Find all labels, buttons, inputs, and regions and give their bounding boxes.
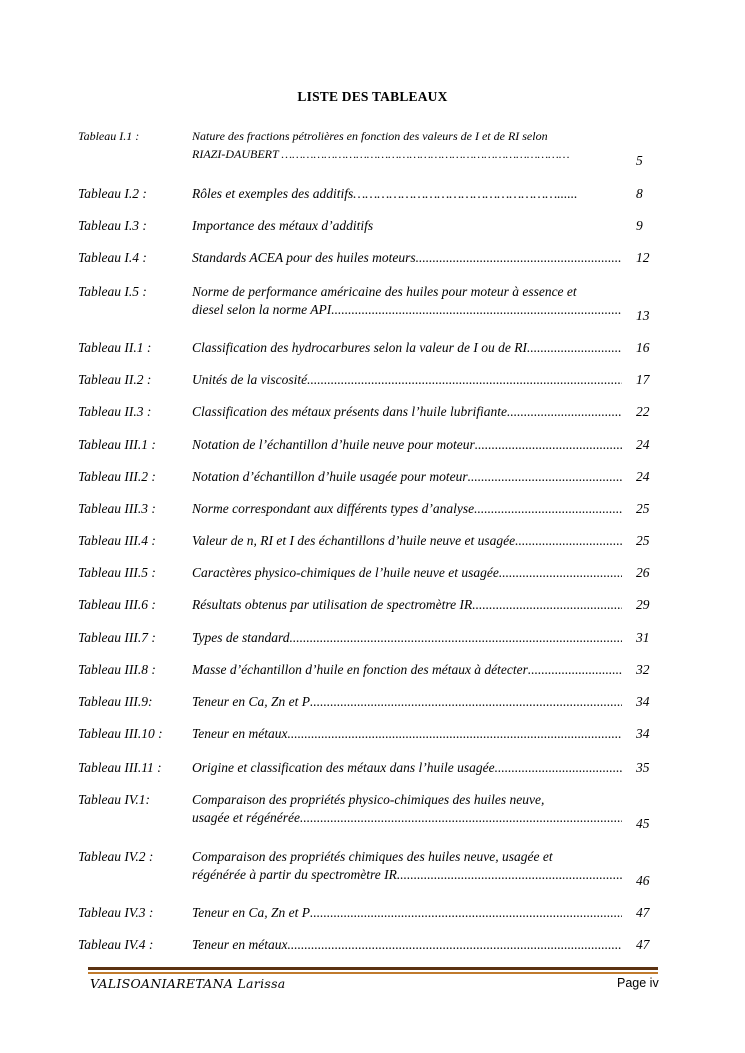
dot-leader [474, 500, 622, 518]
table-page-number: 17 [636, 372, 650, 387]
dot-leader [300, 809, 622, 827]
table-label: Tableau I.3 : [78, 218, 147, 233]
table-description-line: Classification des hydrocarbures selon la valeur de I ou de RI [192, 340, 527, 355]
footer-rule-dark [88, 967, 658, 970]
table-label: Tableau I.1 : [78, 129, 140, 143]
table-description-line: Types de standard [192, 630, 290, 645]
table-label: Tableau I.2 : [78, 186, 147, 201]
table-description-line: Origine et classification des métaux dans l’huile usagée [192, 760, 495, 775]
table-description-line: régénérée à partir du spectromètre IR [192, 867, 397, 882]
table-label: Tableau III.11 : [78, 760, 162, 775]
table-page-number: 47 [636, 905, 650, 920]
dot-leader [287, 725, 622, 743]
dot-leader [468, 468, 622, 486]
table-page-number: 29 [636, 597, 650, 612]
dot-leader [310, 693, 622, 711]
dot-leader [495, 759, 622, 777]
table-page-number: 24 [636, 437, 650, 452]
table-description-line: Norme correspondant aux différents types d’analyse [192, 501, 475, 516]
table-description [192, 693, 622, 711]
dot-leader [507, 403, 622, 421]
table-description [192, 185, 622, 203]
table-page-number: 24 [636, 469, 650, 484]
table-description-line: diesel selon la norme API [192, 302, 332, 317]
table-page-number: 25 [636, 533, 650, 548]
table-label: Tableau IV.2 : [78, 849, 154, 864]
table-label: Tableau IV.1: [78, 792, 151, 807]
table-label: Tableau I.4 : [78, 250, 147, 265]
table-description-line: Caractères physico-chimiques de l’huile neuve et usagée [192, 565, 499, 580]
dot-leader [499, 564, 622, 582]
table-description [192, 936, 622, 954]
table-label: Tableau II.1 : [78, 340, 152, 355]
table-description-line: Teneur en Ca, Zn et P [192, 905, 310, 920]
footer-page-number: Page iv [617, 976, 659, 990]
dot-leader [397, 866, 622, 884]
table-description-line: Unités de la viscosité [192, 372, 308, 387]
table-description [192, 436, 622, 454]
table-description-line: Classification des métaux présents dans l’huile lubrifiante [192, 404, 507, 419]
table-description-line: Norme de performance américaine des huiles pour moteur à essence et [192, 284, 577, 299]
table-page-number: 13 [636, 308, 650, 323]
table-label: Tableau II.3 : [78, 404, 152, 419]
table-label: Tableau III.3 : [78, 501, 156, 516]
dot-leader [528, 661, 622, 679]
table-description [192, 791, 622, 827]
table-description-line: Rôles et exemples des additifs……………………………………………...... [192, 186, 578, 201]
table-description [192, 283, 622, 319]
table-label: Tableau III.2 : [78, 469, 156, 484]
table-description [192, 249, 622, 267]
table-page-number: 5 [636, 153, 643, 168]
table-page-number: 16 [636, 340, 650, 355]
dot-leader [515, 532, 622, 550]
table-label: Tableau III.8 : [78, 662, 156, 677]
table-description-line: Teneur en métaux [192, 937, 288, 952]
dot-leader [290, 629, 623, 647]
table-label: Tableau III.7 : [78, 630, 156, 645]
table-description-line: Comparaison des propriétés physico-chimiques des huiles neuve, [192, 792, 545, 807]
footer-author: VALISOANIARETANA Larissa [90, 976, 286, 991]
table-page-number: 8 [636, 186, 643, 201]
table-page-number: 22 [636, 404, 650, 419]
table-page-number: 32 [636, 662, 650, 677]
table-description [192, 500, 622, 518]
table-description [192, 217, 622, 235]
table-page-number: 34 [636, 726, 650, 741]
table-label: Tableau III.10 : [78, 726, 163, 741]
table-description [192, 848, 622, 884]
table-label: Tableau III.6 : [78, 597, 156, 612]
table-description [192, 339, 622, 357]
table-description [192, 564, 622, 582]
table-description [192, 629, 622, 647]
table-page-number: 35 [636, 760, 650, 775]
table-description-line: Teneur en Ca, Zn et P [192, 694, 310, 709]
table-description [192, 371, 622, 389]
table-page-number: 9 [636, 218, 643, 233]
dot-leader [307, 371, 622, 389]
table-description [192, 532, 622, 550]
footer-rule-light [88, 972, 658, 974]
table-description [192, 904, 622, 922]
table-label: Tableau III.5 : [78, 565, 156, 580]
dot-leader [472, 596, 622, 614]
dot-leader [287, 936, 622, 954]
dot-leader [527, 339, 622, 357]
table-description-line: Comparaison des propriétés chimiques des huiles neuve, usagée et [192, 849, 553, 864]
table-description-line: Résultats obtenus par utilisation de spectromètre IR [192, 597, 473, 612]
dot-leader [331, 301, 622, 319]
table-description-line: usagée et régénérée [192, 810, 300, 825]
dot-leader [475, 436, 622, 454]
table-description-line: Teneur en métaux [192, 726, 288, 741]
table-label: Tableau I.5 : [78, 284, 147, 299]
table-page-number: 12 [636, 250, 650, 265]
table-page-number: 25 [636, 501, 650, 516]
table-description [192, 596, 622, 614]
table-description-line: Notation d’échantillon d’huile usagée pour moteur [192, 469, 468, 484]
table-description [192, 468, 622, 486]
table-description-line: Nature des fractions pétrolières en fonction des valeurs de I et de RI selon [192, 129, 548, 143]
dot-leader [310, 904, 622, 922]
table-label: Tableau III.9: [78, 694, 153, 709]
table-description [192, 661, 622, 679]
table-label: Tableau IV.3 : [78, 905, 154, 920]
table-label: Tableau III.4 : [78, 533, 156, 548]
table-description [192, 759, 622, 777]
page-title: LISTE DES TABLEAUX [297, 89, 448, 104]
table-label: Tableau IV.4 : [78, 937, 154, 952]
table-description-line: Standards ACEA pour des huiles moteurs [192, 250, 416, 265]
table-description [192, 725, 622, 743]
table-description [192, 127, 622, 163]
dot-leader [416, 249, 622, 267]
table-page-number: 46 [636, 873, 650, 888]
table-description-line: Importance des métaux d’additifs [192, 218, 374, 233]
table-page-number: 45 [636, 816, 650, 831]
table-description-line: RIAZI-DAUBERT ……………………………………………………………………… [192, 147, 570, 161]
table-page-number: 26 [636, 565, 650, 580]
table-page-number: 34 [636, 694, 650, 709]
table-label: Tableau II.2 : [78, 372, 152, 387]
table-description-line: Notation de l’échantillon d’huile neuve pour moteur [192, 437, 475, 452]
table-page-number: 31 [636, 630, 650, 645]
table-page-number: 47 [636, 937, 650, 952]
table-description-line: Masse d’échantillon d’huile en fonction des métaux à détecter [192, 662, 528, 677]
table-description [192, 403, 622, 421]
table-description-line: Valeur de n, RI et I des échantillons d’huile neuve et usagée [192, 533, 516, 548]
table-label: Tableau III.1 : [78, 437, 156, 452]
